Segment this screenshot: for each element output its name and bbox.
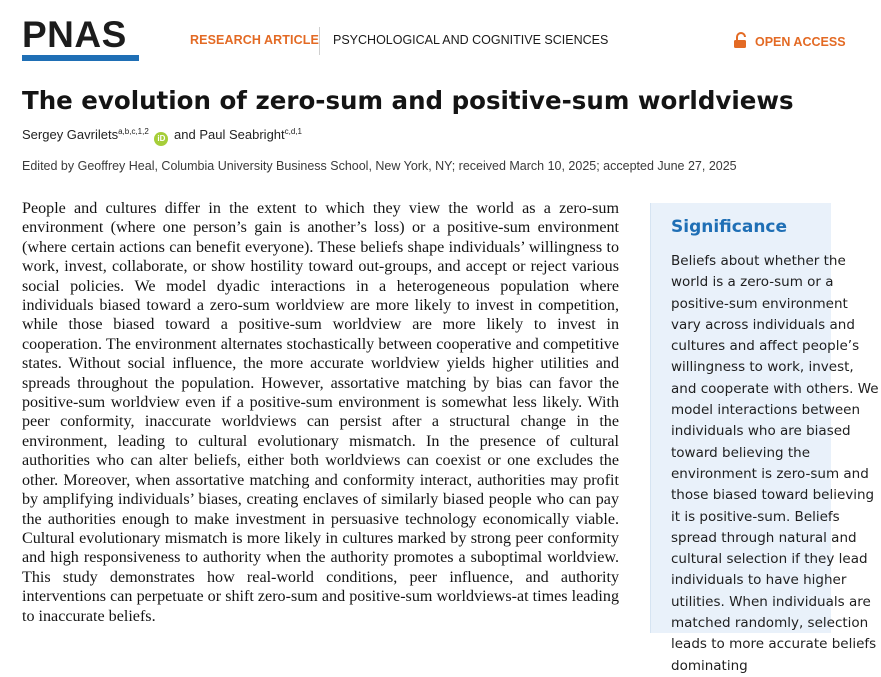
significance-box (650, 203, 879, 674)
logo-text: PNAS (22, 14, 127, 55)
article-type-label[interactable]: RESEARCH ARTICLE (190, 33, 319, 47)
abstract-text: People and cultures differ in the extent to which they view the world as a zero-sum environment (where one person’s gain is another’s loss) or a positive-sum environment (where certain actions can benefit everyone). These beliefs shape individuals’ willingness to work, invest, collaborate, or show hostility toward out-groups, and accept or reject various social policies. We model dyadic interactions in a heterogeneous population where individuals biased toward a zero-sum worldview are more likely to invest in competition, while those biased toward a positive-sum worldview are more likely to invest in cooperation. The environment alternates stochastically between cooperative and competitive states. Without social influence, the more accurate worldview yields higher utilities and spreads throughout the population. However, assortative matching by bias can favor the positive-sum worldview even if a positive-sum environment is somewhat less likely. With peer conformity, inaccurate worldviews can persist after a structural change in the environment, leading to cultural evolutionary mismatch. In the presence of cultural authorities who can alter beliefs, either both worldviews can coexist or one excludes the other. Moreover, when assortative matching and conformity interact, authorities may profit by amplifying individuals’ biases, creating enclaves of similarly biased people who can pay the authorities enough to make investment in persuasive technology economically viable. Cultural evolutionary mismatch is more likely in cultures marked by strong peer conformity and high responsiveness to authority when the authority promotes a suboptimal worldview. This study demonstrates how real-world conditions, peer influence, and authority interventions can perpetuate or shift zero-sum and positive-sum worldviews-at times leading to inaccurate beliefs. (22, 200, 619, 625)
open-access-link[interactable] (733, 32, 846, 49)
author-link[interactable]: Paul Seabright (199, 127, 285, 142)
logo-underline (22, 55, 139, 61)
author-affiliations[interactable]: c,d,1 (284, 127, 302, 136)
significance-heading: Significance (671, 217, 788, 237)
open-access-label: OPEN ACCESS (755, 35, 846, 49)
orcid-icon[interactable]: iD (154, 132, 168, 146)
unlock-icon (733, 32, 749, 49)
article-title: The evolution of zero-sum and positive-sum worldviews (22, 86, 794, 115)
significance-text: Beliefs about whether the world is a zero-sum or a positive-sum environment vary across individuals and cultures and affect people’s willingness to work, invest, and cooperate with others. We model interactions between individuals who are biased toward believing the environment is zero-sum and those biased toward believing it is positive-sum. Beliefs spread through natural and cultural selection if they lead individuals to have higher utilities. When individuals are matched randomly, selection leads to more accurate beliefs dominating (671, 253, 879, 674)
author-affiliations[interactable]: a,b,c,1,2 (118, 127, 149, 136)
editor-and-dates: Edited by Geoffrey Heal, Columbia University Business School, New York, NY; received March 10, 2025; accepted June 27, 2025 (22, 159, 737, 173)
author-link[interactable]: Sergey Gavrilets (22, 127, 119, 142)
header-divider (319, 27, 320, 55)
author-list (22, 127, 302, 146)
pnas-logo[interactable] (22, 14, 139, 61)
journal-header (0, 0, 846, 80)
author-conjunction: and (174, 127, 196, 142)
section-label[interactable]: PSYCHOLOGICAL AND COGNITIVE SCIENCES (333, 33, 609, 47)
